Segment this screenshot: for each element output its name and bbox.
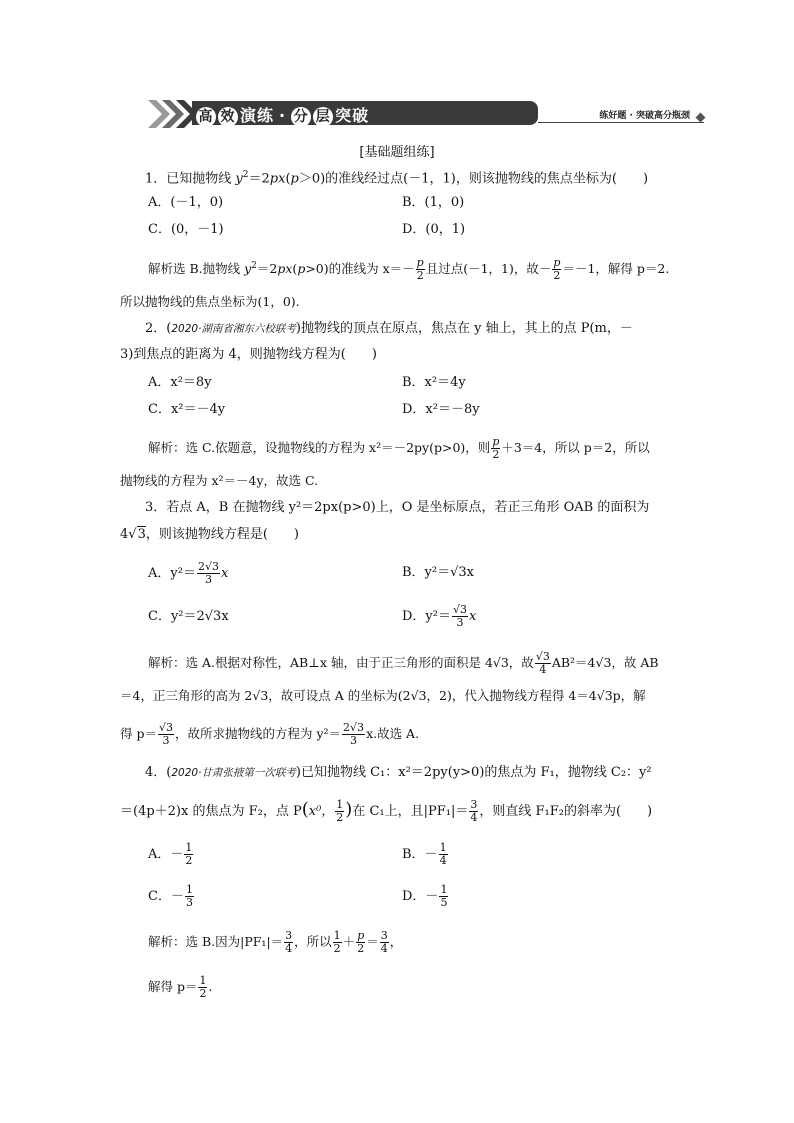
fraction: $\frac{p}{2}$	[357, 929, 365, 955]
fraction: $\frac{3}{4}$	[470, 798, 478, 824]
q1-stem	[145, 166, 648, 188]
fraction: $\frac{√3}{3}$	[452, 603, 467, 629]
q2-stem-line1	[145, 320, 633, 338]
sol-text: AB²＝4√3，故 AB	[551, 655, 659, 670]
q1-stem-text: (	[285, 171, 291, 187]
q2-stem-text: )抛物线的顶点在原点，焦点在 y 轴上，其上的点 P(m，－	[295, 321, 633, 336]
q1-option-a: A．(－1，0)	[148, 195, 224, 210]
fraction: $\frac{p}{2}$	[553, 256, 561, 283]
q4-source: 2020·甘肃张掖第一次联考	[171, 767, 296, 779]
q4-stem-line2: ＝(4p＋2)x 的焦点为 F₂，点 P(x⁰， $\frac{1}{2}$ )在 C₁上，且|PF₁|＝ $\frac{3}{4}$ ，则直线 F₁F₂的斜率为( )	[120, 798, 653, 824]
opt-text: B．－	[402, 847, 438, 862]
section-title: [基础题组练]	[359, 145, 435, 160]
q1-option-b: B．(1，0)	[402, 195, 465, 210]
fraction: $\frac{2√3}{3}$	[343, 721, 365, 747]
banner-char: 高	[196, 107, 216, 127]
sol-text: ，故所求抛物线的方程为 y²＝	[175, 726, 342, 741]
q2-num: 2．(	[145, 321, 172, 336]
sol-text: x.故选 A.	[366, 726, 420, 741]
q1-stem-text: 1．已知抛物线	[145, 171, 236, 187]
q1-solution-line2: 所以抛物线的焦点坐标为(1，0).	[120, 294, 300, 309]
sol-text: 且过点(－1，1)，故－	[425, 261, 552, 277]
sol-text: 的准线为 x＝－	[328, 261, 415, 277]
q4-option-c	[148, 884, 195, 909]
sol-text: ，	[389, 934, 403, 949]
fraction: $\frac{2√3}{3}$	[197, 560, 219, 586]
q4-option-d	[402, 884, 449, 909]
opt-var: x	[469, 609, 477, 624]
q4-solution-line1	[148, 930, 402, 955]
q4-stem-var: x⁰，	[308, 804, 335, 819]
opt-text: C．－	[148, 889, 184, 904]
q4-solution-line2	[148, 975, 212, 1000]
q2-solution-line2: 抛物线的方程为 x²＝－4y，故选 C.	[120, 473, 319, 488]
q2-option-c: C．x²＝－4y	[148, 402, 226, 417]
radicand: 3	[137, 527, 146, 542]
banner-tagline: 练好题 · 突破高分瓶颈	[599, 111, 690, 121]
sol-text: 解析：选 A.根据对称性，AB⊥x 轴，由于正三角形的面积是 4√3，故	[148, 655, 534, 670]
banner-rule	[538, 122, 704, 123]
q3-option-c: C．y²＝2√3x	[148, 609, 229, 624]
banner-char: 突破	[335, 106, 370, 125]
banner-title	[196, 103, 369, 127]
q4-stem-text: ，则直线 F₁F₂的斜率为( )	[479, 804, 653, 819]
q2-source: 2020·湖南省湘东六校联考	[171, 323, 296, 335]
q1-stem-text: ＞0)的准线经过点(－1，1)，则该抛物线的焦点坐标为( )	[298, 171, 649, 187]
fraction: $\frac{1}{3}$	[185, 883, 193, 909]
sol-text: ＋3＝4，所以 p＝2，所以	[501, 440, 650, 455]
fraction: $\frac{3}{4}$	[380, 929, 388, 955]
q4-stem-text: 在 C₁上，且|PF₁|＝	[352, 804, 469, 819]
opt-text: A．－	[148, 847, 184, 862]
banner-char: 层	[313, 107, 333, 127]
section-banner	[148, 100, 704, 130]
q4-option-a	[148, 842, 194, 867]
banner-char: 演练	[240, 106, 275, 125]
q3-option-b: B．y²＝√3x	[402, 565, 474, 580]
sol-text: 得 p＝	[120, 726, 157, 741]
q3-option-d	[402, 604, 476, 629]
sol-text: ＝－1，解得 p＝2.	[562, 261, 670, 277]
q2-stem-line2: 3)到焦点的距离为 4，则抛物线方程为( )	[120, 347, 377, 362]
q4-stem-line1	[145, 764, 652, 782]
fraction: $\frac{1}{2}$	[336, 798, 344, 824]
opt-text: D．y²＝	[402, 609, 451, 624]
sol-text: 解析：选 C.依题意，设抛物线的方程为 x²＝－2py(p>0)，则	[148, 440, 491, 455]
q1-stem-text: ＝2	[248, 171, 270, 187]
fraction: $\frac{√3}{4}$	[535, 650, 550, 676]
q3-solution-line2: ＝4，正三角形的高为 2√3，故可设点 A 的坐标为(2√3，2)，代入抛物线方程得 4＝4√3p，解	[120, 688, 646, 703]
chevron-arrows-icon	[148, 100, 198, 128]
sol-text: 解析选 B.抛物线	[148, 261, 245, 277]
opt-text: D．－	[402, 889, 439, 904]
fraction: $\frac{1}{4}$	[439, 841, 447, 867]
sol-text: ＋	[342, 934, 356, 949]
q3-option-a	[148, 561, 228, 586]
diamond-icon	[696, 113, 706, 123]
sol-text: ，所以	[294, 934, 332, 949]
fraction: $\frac{1}{2}$	[333, 929, 341, 955]
banner-char: 分	[291, 107, 311, 127]
q1-stem-exp: 2	[242, 170, 249, 180]
sol-text: ＝	[366, 934, 379, 949]
q3-stem-line1: 3．若点 A，B 在抛物线 y²＝2px(p>0)上，O 是坐标原点，若正三角形 OAB 的面积为	[145, 500, 650, 515]
sol-text: 解得 p＝	[148, 979, 198, 994]
q2-option-d: D．x²＝－8y	[402, 402, 480, 417]
opt-text: A．y²＝	[148, 566, 196, 581]
q1-solution-line1: 解析选 B.抛物线 $y^2=2px(p>0)$的准线为 x＝－ $\frac{p}{2}$ 且过点(－1，1)，故－ $\frac{p}{2}$ ＝－1，解得 p＝2.	[148, 256, 670, 283]
q2-option-a: A．x²＝8y	[148, 375, 212, 390]
fraction: $\frac{p}{2}$	[492, 435, 500, 461]
q2-option-b: B．x²＝4y	[402, 375, 466, 390]
sol-text: 解析：选 B.因为|PF₁|＝	[148, 934, 284, 949]
q4-stem-text: ＝(4p＋2)x 的焦点为 F₂，点 P	[120, 804, 302, 819]
q3-stem-text: ，则该抛物线方程是( )	[145, 527, 300, 542]
q1-option-d: D．(0，1)	[402, 222, 466, 237]
q1-stem-var: px	[269, 171, 286, 187]
q2-solution-line1	[148, 436, 650, 461]
banner-char: 效	[218, 107, 238, 127]
fraction: $\frac{p}{2}$	[416, 256, 424, 283]
q1-stem-var: p	[290, 171, 299, 187]
q3-solution-line3	[120, 722, 419, 747]
opt-var: x	[220, 566, 229, 581]
q3-stem-text: 4	[120, 527, 129, 542]
fraction: $\frac{1}{5}$	[440, 883, 448, 909]
q3-stem-line2: 4√3，则该抛物线方程是( )	[120, 527, 300, 542]
q4-option-b	[402, 842, 449, 867]
fraction: $\frac{1}{2}$	[185, 841, 193, 867]
q1-option-c: C．(0，－1)	[148, 222, 224, 237]
q4-num: 4．(	[145, 765, 172, 780]
fraction: $\frac{1}{2}$	[199, 974, 207, 1000]
q1-stem-var: y	[235, 171, 243, 187]
q4-stem-text: )已知抛物线 C₁：x²＝2py(y>0)的焦点为 F₁，抛物线 C₂：y²	[295, 765, 652, 780]
q3-solution-line1	[148, 651, 659, 676]
fraction: $\frac{3}{4}$	[285, 929, 293, 955]
sol-text: .	[208, 979, 213, 994]
fraction: $\frac{√3}{3}$	[158, 721, 173, 747]
banner-char: ·	[279, 106, 287, 125]
